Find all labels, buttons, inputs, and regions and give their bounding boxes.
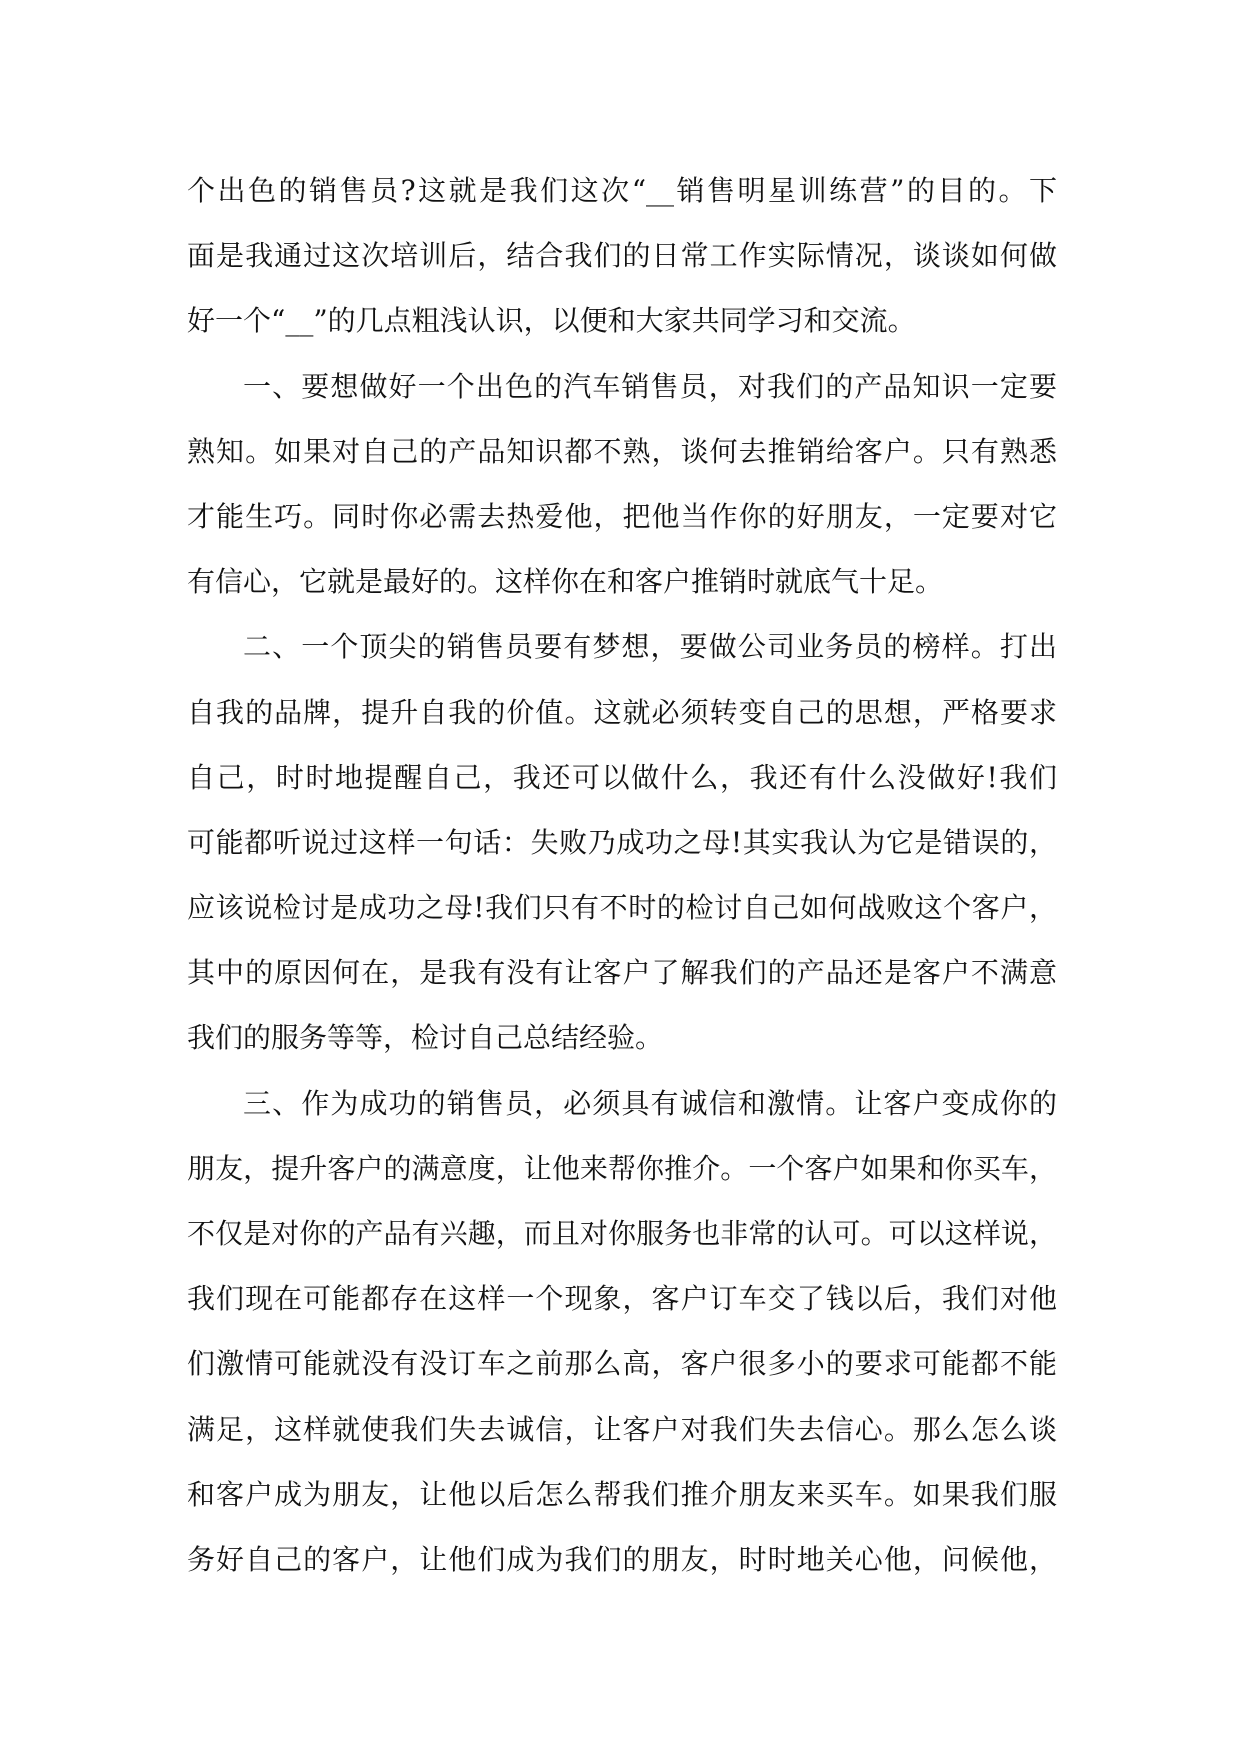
text-line: 自我的品牌，提升自我的价值。这就必须转变自己的思想，严格要求: [187, 695, 1057, 729]
paragraph-1: [187, 158, 1057, 354]
text-line: 们激情可能就没有没订车之前那么高，客户很多小的要求可能都不能: [187, 1347, 1057, 1381]
text-line: 才能生巧。同时你必需去热爱他，把他当作你的好朋友，一定要对它: [187, 499, 1057, 533]
text-line: 不仅是对你的产品有兴趣，而且对你服务也非常的认可。可以这样说，: [187, 1217, 1057, 1250]
text-line: 和客户成为朋友，让他以后怎么帮我们推介朋友来买车。如果我们服: [187, 1477, 1057, 1511]
text-line: 面是我通过这次培训后，结合我们的日常工作实际情况，谈谈如何做: [187, 239, 1057, 273]
text-line: 自己，时时地提醒自己，我还可以做什么，我还有什么没做好!我们: [187, 760, 1057, 794]
text-line: 好一个“__”的几点粗浅认识，以便和大家共同学习和交流。: [187, 304, 916, 338]
text-line: 朋友，提升客户的满意度，让他来帮你推介。一个客户如果和你买车，: [187, 1151, 1057, 1185]
text-line: 三、作为成功的销售员，必须具有诚信和激情。让客户变成你的: [243, 1086, 1057, 1120]
text-line: 我们现在可能都存在这样一个现象，客户订车交了钱以后，我们对他: [187, 1282, 1057, 1316]
text-line: 其中的原因何在，是我有没有让客户了解我们的产品还是客户不满意: [187, 956, 1057, 990]
text-line: 满足，这样就使我们失去诚信，让客户对我们失去信心。那么怎么谈: [187, 1412, 1057, 1446]
text-line: 有信心，它就是最好的。这样你在和客户推销时就底气十足。: [187, 565, 944, 599]
text-line: 二、一个顶尖的销售员要有梦想，要做公司业务员的榜样。打出: [243, 630, 1057, 664]
text-line: 我们的服务等等，检讨自己总结经验。: [187, 1021, 664, 1055]
text-line: 可能都听说过这样一句话：失败乃成功之母!其实我认为它是错误的，: [187, 825, 1057, 859]
paragraph-3: [187, 614, 1057, 1070]
document-body: [187, 158, 1057, 1592]
paragraph-4: [187, 1071, 1057, 1593]
text-line: 个出色的销售员?这就是我们这次“__销售明星训练营”的目的。下: [187, 174, 1057, 207]
paragraph-2: [187, 354, 1057, 615]
text-line: 务好自己的客户，让他们成为我们的朋友，时时地关心他，问候他，: [187, 1542, 1057, 1576]
text-line: 熟知。如果对自己的产品知识都不熟，谈何去推销给客户。只有熟悉: [187, 434, 1057, 468]
text-line: 一、要想做好一个出色的汽车销售员，对我们的产品知识一定要: [243, 369, 1057, 403]
text-line: 应该说检讨是成功之母!我们只有不时的检讨自己如何战败这个客户，: [187, 891, 1057, 925]
